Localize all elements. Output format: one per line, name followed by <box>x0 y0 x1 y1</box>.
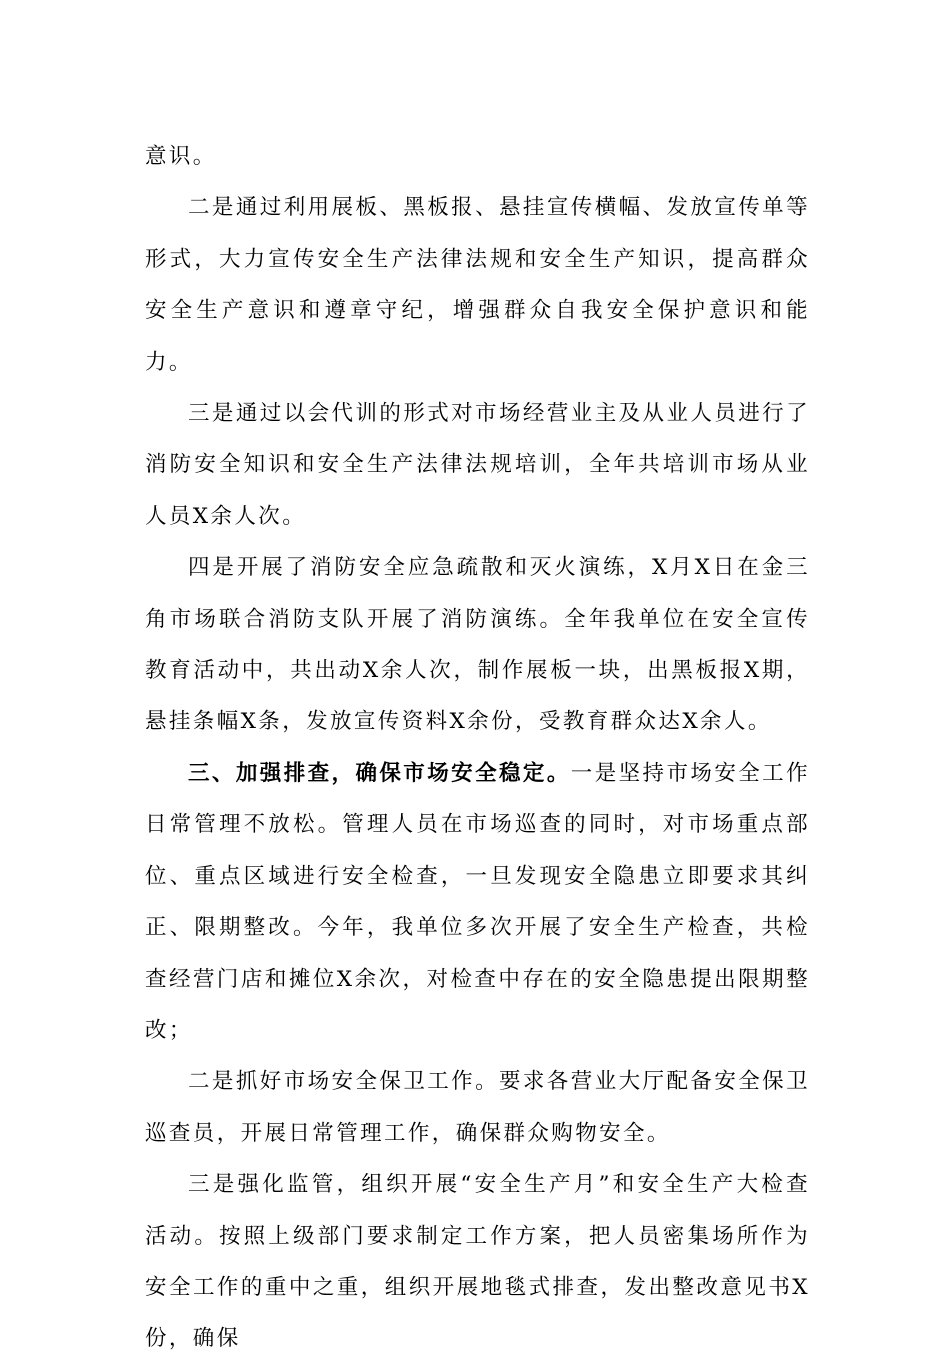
paragraph-security: 二是抓好市场安全保卫工作。要求各营业大厅配备安全保卫巡查员，开展日常管理工作，确保群众购物安全。 <box>145 1069 810 1146</box>
section-heading: 三、加强排查，确保市场安全稳定。 <box>188 760 571 786</box>
paragraph-supervision: 三是强化监管，组织开展“安全生产月”和安全生产大检查活动。按照上级部门要求制定工作方案，把人员密集场所作为安全工作的重中之重，组织开展地毯式排查，发出整改意见书X份，确保 <box>145 1172 810 1352</box>
document-body <box>145 131 810 1365</box>
section-body: 一是坚持市场安全工作日常管理不放松。管理人员在市场巡查的同时，对市场重点部位、重点区域进行安全检查，一旦发现安全隐患立即要求其纠正、限期整改。今年，我单位多次开展了安全生产检查，共检查经营门店和摊位X余次，对检查中存在的安全隐患提出限期整改； <box>145 760 810 1043</box>
paragraph-continuation: 意识。 <box>145 144 217 169</box>
paragraph-drill: 四是开展了消防安全应急疏散和灭火演练，X月X日在金三角市场联合消防支队开展了消防演练。全年我单位在安全宣传教育活动中，共出动X余人次，制作展板一块，出黑板报X期，悬挂条幅X条，发放宣传资料X余份，受教育群众达X余人。 <box>145 555 810 735</box>
paragraph-section-three <box>145 748 810 1056</box>
paragraph-publicity: 二是通过利用展板、黑板报、悬挂宣传横幅、发放宣传单等形式，大力宣传安全生产法律法规和安全生产知识，提高群众安全生产意识和遵章守纪，增强群众自我安全保护意识和能力。 <box>145 195 810 375</box>
paragraph-training: 三是通过以会代训的形式对市场经营业主及从业人员进行了消防安全知识和安全生产法律法规培训，全年共培训市场从业人员X余人次。 <box>145 401 810 529</box>
